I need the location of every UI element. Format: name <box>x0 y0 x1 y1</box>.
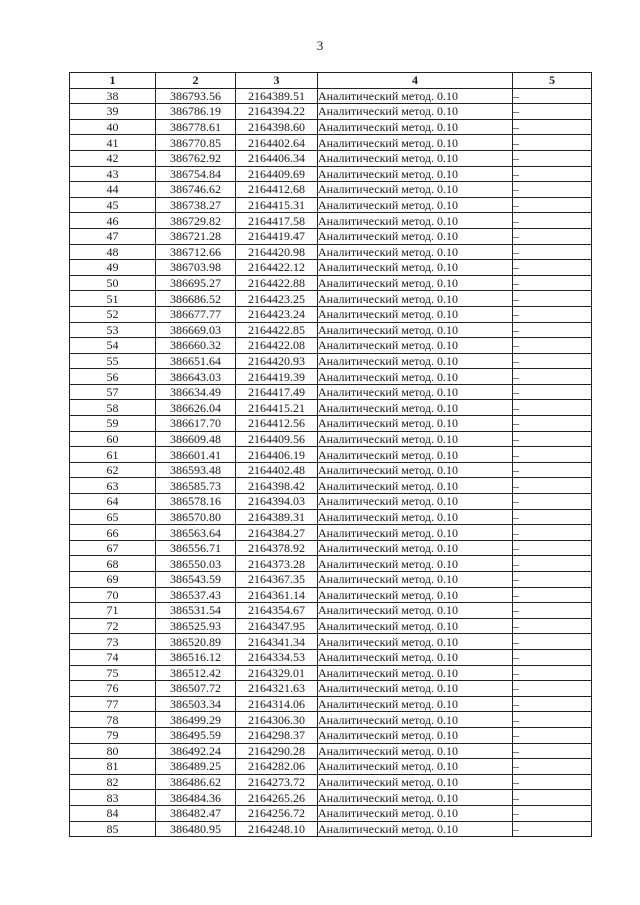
point-number-cell: 69 <box>70 572 156 588</box>
y-coordinate-cell: 2164290.28 <box>236 743 318 759</box>
note-cell: – <box>513 509 592 525</box>
table-row <box>70 509 592 525</box>
method-cell: Аналитический метод. 0.10 <box>318 603 513 619</box>
note-cell: – <box>513 447 592 463</box>
table-row <box>70 774 592 790</box>
table-row <box>70 572 592 588</box>
table-row <box>70 790 592 806</box>
point-number-cell: 42 <box>70 150 156 166</box>
note-cell: – <box>513 384 592 400</box>
y-coordinate-cell: 2164422.88 <box>236 275 318 291</box>
point-number-cell: 80 <box>70 743 156 759</box>
method-cell: Аналитический метод. 0.10 <box>318 805 513 821</box>
method-cell: Аналитический метод. 0.10 <box>318 665 513 681</box>
table-row <box>70 727 592 743</box>
table-row <box>70 400 592 416</box>
x-coordinate-cell: 386669.03 <box>156 322 236 338</box>
x-coordinate-cell: 386686.52 <box>156 291 236 307</box>
method-cell: Аналитический метод. 0.10 <box>318 369 513 385</box>
point-number-cell: 77 <box>70 696 156 712</box>
y-coordinate-cell: 2164394.22 <box>236 104 318 120</box>
method-cell: Аналитический метод. 0.10 <box>318 275 513 291</box>
x-coordinate-cell: 386778.61 <box>156 119 236 135</box>
point-number-cell: 65 <box>70 509 156 525</box>
point-number-cell: 74 <box>70 649 156 665</box>
note-cell: – <box>513 603 592 619</box>
method-cell: Аналитический метод. 0.10 <box>318 182 513 198</box>
point-number-cell: 63 <box>70 478 156 494</box>
x-coordinate-cell: 386695.27 <box>156 275 236 291</box>
table-row <box>70 104 592 120</box>
note-cell: – <box>513 182 592 198</box>
page-number: 3 <box>316 38 324 53</box>
table-body <box>70 88 592 837</box>
x-coordinate-cell: 386651.64 <box>156 353 236 369</box>
method-cell: Аналитический метод. 0.10 <box>318 712 513 728</box>
table-header-row <box>70 73 592 89</box>
x-coordinate-cell: 386484.36 <box>156 790 236 806</box>
method-cell: Аналитический метод. 0.10 <box>318 166 513 182</box>
x-coordinate-cell: 386537.43 <box>156 587 236 603</box>
y-coordinate-cell: 2164354.67 <box>236 603 318 619</box>
method-cell: Аналитический метод. 0.10 <box>318 213 513 229</box>
point-number-cell: 58 <box>70 400 156 416</box>
x-coordinate-cell: 386543.59 <box>156 572 236 588</box>
note-cell: – <box>513 416 592 432</box>
method-cell: Аналитический метод. 0.10 <box>318 306 513 322</box>
method-cell: Аналитический метод. 0.10 <box>318 353 513 369</box>
method-cell: Аналитический метод. 0.10 <box>318 197 513 213</box>
point-number-cell: 54 <box>70 338 156 354</box>
y-coordinate-cell: 2164314.06 <box>236 696 318 712</box>
y-coordinate-cell: 2164402.64 <box>236 135 318 151</box>
table-row <box>70 369 592 385</box>
table-row <box>70 478 592 494</box>
method-cell: Аналитический метод. 0.10 <box>318 88 513 104</box>
note-cell: – <box>513 696 592 712</box>
table-row <box>70 821 592 837</box>
y-coordinate-cell: 2164389.51 <box>236 88 318 104</box>
note-cell: – <box>513 649 592 665</box>
coordinates-table <box>69 72 592 837</box>
point-number-cell: 62 <box>70 462 156 478</box>
x-coordinate-cell: 386609.48 <box>156 431 236 447</box>
x-coordinate-cell: 386738.27 <box>156 197 236 213</box>
note-cell: – <box>513 743 592 759</box>
x-coordinate-cell: 386486.62 <box>156 774 236 790</box>
method-cell: Аналитический метод. 0.10 <box>318 135 513 151</box>
x-coordinate-cell: 386762.92 <box>156 150 236 166</box>
point-number-cell: 82 <box>70 774 156 790</box>
method-cell: Аналитический метод. 0.10 <box>318 322 513 338</box>
y-coordinate-cell: 2164409.69 <box>236 166 318 182</box>
x-coordinate-cell: 386593.48 <box>156 462 236 478</box>
x-coordinate-cell: 386770.85 <box>156 135 236 151</box>
method-cell: Аналитический метод. 0.10 <box>318 416 513 432</box>
x-coordinate-cell: 386626.04 <box>156 400 236 416</box>
y-coordinate-cell: 2164373.28 <box>236 556 318 572</box>
point-number-cell: 75 <box>70 665 156 681</box>
point-number-cell: 78 <box>70 712 156 728</box>
note-cell: – <box>513 774 592 790</box>
method-cell: Аналитический метод. 0.10 <box>318 291 513 307</box>
point-number-cell: 57 <box>70 384 156 400</box>
method-cell: Аналитический метод. 0.10 <box>318 228 513 244</box>
table-row <box>70 712 592 728</box>
point-number-cell: 79 <box>70 727 156 743</box>
table-row <box>70 416 592 432</box>
method-cell: Аналитический метод. 0.10 <box>318 509 513 525</box>
point-number-cell: 41 <box>70 135 156 151</box>
x-coordinate-cell: 386550.03 <box>156 556 236 572</box>
table-row <box>70 759 592 775</box>
x-coordinate-cell: 386601.41 <box>156 447 236 463</box>
point-number-cell: 73 <box>70 634 156 650</box>
x-coordinate-cell: 386495.59 <box>156 727 236 743</box>
note-cell: – <box>513 634 592 650</box>
point-number-cell: 76 <box>70 681 156 697</box>
note-cell: – <box>513 338 592 354</box>
point-number-cell: 68 <box>70 556 156 572</box>
note-cell: – <box>513 665 592 681</box>
table-row <box>70 338 592 354</box>
point-number-cell: 39 <box>70 104 156 120</box>
y-coordinate-cell: 2164398.42 <box>236 478 318 494</box>
note-cell: – <box>513 431 592 447</box>
table-row <box>70 291 592 307</box>
y-coordinate-cell: 2164422.12 <box>236 260 318 276</box>
note-cell: – <box>513 275 592 291</box>
y-coordinate-cell: 2164367.35 <box>236 572 318 588</box>
point-number-cell: 43 <box>70 166 156 182</box>
point-number-cell: 38 <box>70 88 156 104</box>
x-coordinate-cell: 386499.29 <box>156 712 236 728</box>
note-cell: – <box>513 400 592 416</box>
y-coordinate-cell: 2164406.34 <box>236 150 318 166</box>
point-number-cell: 66 <box>70 525 156 541</box>
table-row <box>70 540 592 556</box>
y-coordinate-cell: 2164398.60 <box>236 119 318 135</box>
table-row <box>70 431 592 447</box>
y-coordinate-cell: 2164423.24 <box>236 306 318 322</box>
x-coordinate-cell: 386503.34 <box>156 696 236 712</box>
y-coordinate-cell: 2164415.31 <box>236 197 318 213</box>
x-coordinate-cell: 386520.89 <box>156 634 236 650</box>
note-cell: – <box>513 228 592 244</box>
method-cell: Аналитический метод. 0.10 <box>318 649 513 665</box>
table-row <box>70 649 592 665</box>
y-coordinate-cell: 2164347.95 <box>236 618 318 634</box>
point-number-cell: 70 <box>70 587 156 603</box>
table-row <box>70 244 592 260</box>
x-coordinate-cell: 386512.42 <box>156 665 236 681</box>
note-cell: – <box>513 306 592 322</box>
table-row <box>70 525 592 541</box>
method-cell: Аналитический метод. 0.10 <box>318 478 513 494</box>
point-number-cell: 50 <box>70 275 156 291</box>
note-cell: – <box>513 805 592 821</box>
y-coordinate-cell: 2164394.03 <box>236 494 318 510</box>
method-cell: Аналитический метод. 0.10 <box>318 743 513 759</box>
table-row <box>70 306 592 322</box>
note-cell: – <box>513 197 592 213</box>
note-cell: – <box>513 369 592 385</box>
table-row <box>70 603 592 619</box>
table-row <box>70 353 592 369</box>
note-cell: – <box>513 494 592 510</box>
y-coordinate-cell: 2164420.93 <box>236 353 318 369</box>
note-cell: – <box>513 790 592 806</box>
x-coordinate-cell: 386729.82 <box>156 213 236 229</box>
y-coordinate-cell: 2164419.47 <box>236 228 318 244</box>
y-coordinate-cell: 2164412.56 <box>236 416 318 432</box>
y-coordinate-cell: 2164423.25 <box>236 291 318 307</box>
note-cell: – <box>513 618 592 634</box>
table-row <box>70 197 592 213</box>
y-coordinate-cell: 2164389.31 <box>236 509 318 525</box>
note-cell: – <box>513 135 592 151</box>
table-row <box>70 182 592 198</box>
note-cell: – <box>513 540 592 556</box>
point-number-cell: 51 <box>70 291 156 307</box>
table-row <box>70 88 592 104</box>
point-number-cell: 52 <box>70 306 156 322</box>
method-cell: Аналитический метод. 0.10 <box>318 494 513 510</box>
point-number-cell: 56 <box>70 369 156 385</box>
y-coordinate-cell: 2164409.56 <box>236 431 318 447</box>
note-cell: – <box>513 244 592 260</box>
point-number-cell: 60 <box>70 431 156 447</box>
method-cell: Аналитический метод. 0.10 <box>318 540 513 556</box>
y-coordinate-cell: 2164415.21 <box>236 400 318 416</box>
method-cell: Аналитический метод. 0.10 <box>318 119 513 135</box>
method-cell: Аналитический метод. 0.10 <box>318 400 513 416</box>
x-coordinate-cell: 386482.47 <box>156 805 236 821</box>
x-coordinate-cell: 386531.54 <box>156 603 236 619</box>
table-row <box>70 494 592 510</box>
table-row <box>70 384 592 400</box>
note-cell: – <box>513 119 592 135</box>
y-coordinate-cell: 2164282.06 <box>236 759 318 775</box>
method-cell: Аналитический метод. 0.10 <box>318 587 513 603</box>
y-coordinate-cell: 2164417.58 <box>236 213 318 229</box>
table-row <box>70 462 592 478</box>
y-coordinate-cell: 2164420.98 <box>236 244 318 260</box>
table-row <box>70 618 592 634</box>
y-coordinate-cell: 2164402.48 <box>236 462 318 478</box>
method-cell: Аналитический метод. 0.10 <box>318 244 513 260</box>
note-cell: – <box>513 556 592 572</box>
method-cell: Аналитический метод. 0.10 <box>318 260 513 276</box>
method-cell: Аналитический метод. 0.10 <box>318 696 513 712</box>
y-coordinate-cell: 2164248.10 <box>236 821 318 837</box>
x-coordinate-cell: 386793.56 <box>156 88 236 104</box>
note-cell: – <box>513 525 592 541</box>
x-coordinate-cell: 386634.49 <box>156 384 236 400</box>
y-coordinate-cell: 2164361.14 <box>236 587 318 603</box>
note-cell: – <box>513 759 592 775</box>
method-cell: Аналитический метод. 0.10 <box>318 104 513 120</box>
note-cell: – <box>513 291 592 307</box>
y-coordinate-cell: 2164406.19 <box>236 447 318 463</box>
y-coordinate-cell: 2164256.72 <box>236 805 318 821</box>
note-cell: – <box>513 260 592 276</box>
method-cell: Аналитический метод. 0.10 <box>318 447 513 463</box>
note-cell: – <box>513 587 592 603</box>
column-header: 2 <box>156 73 236 89</box>
note-cell: – <box>513 322 592 338</box>
method-cell: Аналитический метод. 0.10 <box>318 634 513 650</box>
y-coordinate-cell: 2164422.85 <box>236 322 318 338</box>
table-row <box>70 260 592 276</box>
x-coordinate-cell: 386754.84 <box>156 166 236 182</box>
y-coordinate-cell: 2164384.27 <box>236 525 318 541</box>
method-cell: Аналитический метод. 0.10 <box>318 821 513 837</box>
table-row <box>70 322 592 338</box>
y-coordinate-cell: 2164273.72 <box>236 774 318 790</box>
point-number-cell: 49 <box>70 260 156 276</box>
table-row <box>70 447 592 463</box>
table-row <box>70 665 592 681</box>
method-cell: Аналитический метод. 0.10 <box>318 150 513 166</box>
method-cell: Аналитический метод. 0.10 <box>318 431 513 447</box>
method-cell: Аналитический метод. 0.10 <box>318 572 513 588</box>
note-cell: – <box>513 213 592 229</box>
table-row <box>70 681 592 697</box>
y-coordinate-cell: 2164378.92 <box>236 540 318 556</box>
column-header: 5 <box>513 73 592 89</box>
point-number-cell: 85 <box>70 821 156 837</box>
method-cell: Аналитический метод. 0.10 <box>318 618 513 634</box>
x-coordinate-cell: 386703.98 <box>156 260 236 276</box>
note-cell: – <box>513 166 592 182</box>
method-cell: Аналитический метод. 0.10 <box>318 384 513 400</box>
y-coordinate-cell: 2164334.53 <box>236 649 318 665</box>
y-coordinate-cell: 2164321.63 <box>236 681 318 697</box>
x-coordinate-cell: 386507.72 <box>156 681 236 697</box>
x-coordinate-cell: 386585.73 <box>156 478 236 494</box>
y-coordinate-cell: 2164412.68 <box>236 182 318 198</box>
column-header: 3 <box>236 73 318 89</box>
method-cell: Аналитический метод. 0.10 <box>318 681 513 697</box>
note-cell: – <box>513 821 592 837</box>
point-number-cell: 59 <box>70 416 156 432</box>
x-coordinate-cell: 386786.19 <box>156 104 236 120</box>
point-number-cell: 53 <box>70 322 156 338</box>
point-number-cell: 46 <box>70 213 156 229</box>
y-coordinate-cell: 2164265.26 <box>236 790 318 806</box>
x-coordinate-cell: 386617.70 <box>156 416 236 432</box>
x-coordinate-cell: 386660.32 <box>156 338 236 354</box>
note-cell: – <box>513 462 592 478</box>
point-number-cell: 81 <box>70 759 156 775</box>
point-number-cell: 67 <box>70 540 156 556</box>
x-coordinate-cell: 386643.03 <box>156 369 236 385</box>
point-number-cell: 71 <box>70 603 156 619</box>
table-row <box>70 228 592 244</box>
column-header: 4 <box>318 73 513 89</box>
y-coordinate-cell: 2164422.08 <box>236 338 318 354</box>
point-number-cell: 47 <box>70 228 156 244</box>
x-coordinate-cell: 386492.24 <box>156 743 236 759</box>
y-coordinate-cell: 2164417.49 <box>236 384 318 400</box>
table-row <box>70 213 592 229</box>
y-coordinate-cell: 2164341.34 <box>236 634 318 650</box>
method-cell: Аналитический метод. 0.10 <box>318 556 513 572</box>
note-cell: – <box>513 478 592 494</box>
table-row <box>70 275 592 291</box>
x-coordinate-cell: 386677.77 <box>156 306 236 322</box>
point-number-cell: 84 <box>70 805 156 821</box>
x-coordinate-cell: 386563.64 <box>156 525 236 541</box>
point-number-cell: 64 <box>70 494 156 510</box>
x-coordinate-cell: 386556.71 <box>156 540 236 556</box>
table-row <box>70 166 592 182</box>
y-coordinate-cell: 2164298.37 <box>236 727 318 743</box>
point-number-cell: 72 <box>70 618 156 634</box>
x-coordinate-cell: 386578.16 <box>156 494 236 510</box>
y-coordinate-cell: 2164306.30 <box>236 712 318 728</box>
table-row <box>70 805 592 821</box>
table-row <box>70 587 592 603</box>
note-cell: – <box>513 104 592 120</box>
x-coordinate-cell: 386746.62 <box>156 182 236 198</box>
method-cell: Аналитический метод. 0.10 <box>318 759 513 775</box>
table-row <box>70 150 592 166</box>
method-cell: Аналитический метод. 0.10 <box>318 462 513 478</box>
note-cell: – <box>513 353 592 369</box>
table-row <box>70 634 592 650</box>
method-cell: Аналитический метод. 0.10 <box>318 790 513 806</box>
note-cell: – <box>513 712 592 728</box>
table-row <box>70 135 592 151</box>
column-header: 1 <box>70 73 156 89</box>
point-number-cell: 83 <box>70 790 156 806</box>
table-row <box>70 556 592 572</box>
method-cell: Аналитический метод. 0.10 <box>318 338 513 354</box>
table-row <box>70 743 592 759</box>
point-number-cell: 48 <box>70 244 156 260</box>
x-coordinate-cell: 386480.95 <box>156 821 236 837</box>
point-number-cell: 40 <box>70 119 156 135</box>
point-number-cell: 44 <box>70 182 156 198</box>
table-row <box>70 696 592 712</box>
note-cell: – <box>513 681 592 697</box>
note-cell: – <box>513 150 592 166</box>
x-coordinate-cell: 386489.25 <box>156 759 236 775</box>
point-number-cell: 61 <box>70 447 156 463</box>
point-number-cell: 45 <box>70 197 156 213</box>
x-coordinate-cell: 386516.12 <box>156 649 236 665</box>
x-coordinate-cell: 386570.80 <box>156 509 236 525</box>
method-cell: Аналитический метод. 0.10 <box>318 727 513 743</box>
note-cell: – <box>513 572 592 588</box>
x-coordinate-cell: 386712.66 <box>156 244 236 260</box>
note-cell: – <box>513 88 592 104</box>
x-coordinate-cell: 386525.93 <box>156 618 236 634</box>
y-coordinate-cell: 2164329.01 <box>236 665 318 681</box>
method-cell: Аналитический метод. 0.10 <box>318 774 513 790</box>
point-number-cell: 55 <box>70 353 156 369</box>
note-cell: – <box>513 727 592 743</box>
table-row <box>70 119 592 135</box>
method-cell: Аналитический метод. 0.10 <box>318 525 513 541</box>
x-coordinate-cell: 386721.28 <box>156 228 236 244</box>
y-coordinate-cell: 2164419.39 <box>236 369 318 385</box>
